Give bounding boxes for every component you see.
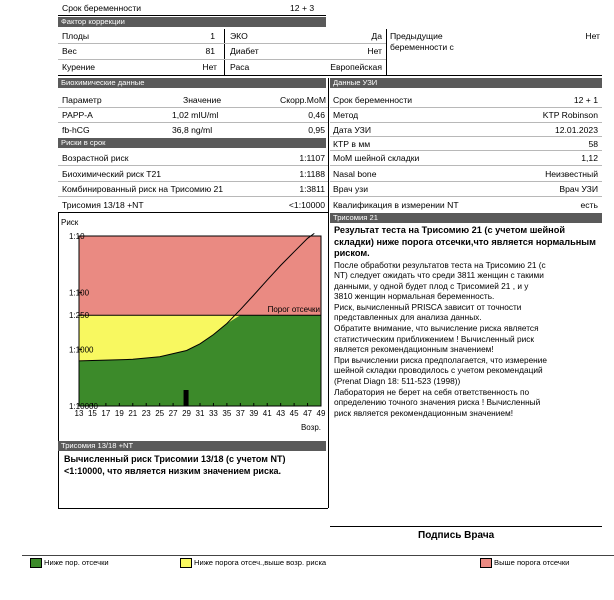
divider bbox=[58, 122, 328, 123]
usi-label: Врач узи bbox=[333, 184, 369, 194]
x-tick-label: 17 bbox=[101, 409, 111, 418]
divider bbox=[386, 29, 387, 75]
risk-label: Возрастной риск bbox=[62, 153, 129, 163]
legend-label-below: Ниже пор. отсечки bbox=[44, 558, 109, 567]
fetuses-value: 1 bbox=[210, 31, 215, 41]
diabetes-label: Диабет bbox=[230, 46, 259, 56]
x-tick-label: 15 bbox=[87, 409, 97, 418]
trisomy21-conclusion: Результат теста на Трисомию 21 (с учетом шейной складки) ниже порога отсечки,что является нормальным риском. bbox=[334, 225, 596, 258]
usi-label: КТР в мм bbox=[333, 139, 371, 149]
usi-value: 12.01.2023 bbox=[554, 125, 598, 135]
trisomy21-line: представленных для анализа данных. bbox=[334, 312, 482, 323]
divider bbox=[58, 212, 59, 508]
divider bbox=[330, 136, 602, 137]
biochem-mom: 0,46 bbox=[308, 110, 325, 120]
trisomy21-line: После обработки результатов теста на Трисомию 21 (с bbox=[334, 259, 546, 270]
divider bbox=[330, 181, 602, 182]
x-tick-label: 33 bbox=[208, 409, 218, 418]
usi-header: Данные УЗИ bbox=[330, 78, 602, 88]
fetuses-label: Плоды bbox=[62, 31, 90, 41]
legend-swatch-below bbox=[30, 558, 42, 568]
trisomy21-line: 3810 женщин нормальная беременность. bbox=[334, 291, 495, 302]
divider bbox=[330, 150, 602, 151]
x-tick-label: 23 bbox=[141, 409, 151, 418]
biochem-mom: 0,95 bbox=[308, 125, 325, 135]
y-tick-label: 1:250 bbox=[69, 311, 90, 321]
smoking-value: Нет bbox=[202, 62, 217, 72]
y-tick-label: 1:100 bbox=[69, 288, 90, 298]
trisomy21-explanation bbox=[334, 260, 599, 419]
prev-pregnancies-value: Нет bbox=[585, 31, 600, 41]
trisomy21-line: данными, у одной будет плод с Трисомией 21 , и у bbox=[334, 280, 529, 291]
x-tick-label: 45 bbox=[289, 409, 299, 418]
x-tick-label: 31 bbox=[195, 409, 205, 418]
usi-label: Метод bbox=[333, 110, 359, 120]
smoking-label: Курение bbox=[62, 62, 96, 72]
trisomy21-line: определению точного значения риска ! Вычисленный bbox=[334, 397, 541, 408]
divider bbox=[330, 165, 602, 166]
usi-label: Квалификация в измерении NT bbox=[333, 200, 459, 210]
biochem-param: fb-hCG bbox=[62, 125, 90, 135]
correction-header: Фактор коррекции bbox=[58, 17, 326, 27]
divider bbox=[58, 181, 328, 182]
trisomy21-line: Риск, вычисленный PRISCA зависит от точности bbox=[334, 301, 522, 312]
divider bbox=[328, 212, 329, 508]
biochem-header: Биохимические данные bbox=[58, 78, 326, 88]
divider bbox=[58, 196, 328, 197]
divider bbox=[58, 212, 328, 213]
x-tick-label: 35 bbox=[222, 409, 232, 418]
usi-value: KTP Robinson bbox=[542, 110, 598, 120]
usi-label: Срок беременности bbox=[333, 95, 413, 105]
usi-label: МоМ шейной складки bbox=[333, 153, 420, 163]
usi-value: 1,12 bbox=[581, 153, 598, 163]
trisomy21-line: Лаборатория не берет на себя ответственность по bbox=[334, 386, 530, 397]
divider bbox=[330, 107, 602, 108]
ivf-label: ЭКО bbox=[230, 31, 248, 41]
x-tick-label: 39 bbox=[249, 409, 259, 418]
x-tick-label: 49 bbox=[316, 409, 326, 418]
y-axis-title: Риск bbox=[61, 218, 79, 227]
legend-label-above: Выше порога отсечки bbox=[494, 558, 570, 567]
divider bbox=[330, 196, 602, 197]
x-tick-label: 21 bbox=[128, 409, 138, 418]
divider bbox=[328, 78, 329, 220]
divider bbox=[58, 508, 328, 509]
x-tick-label: 29 bbox=[182, 409, 192, 418]
x-tick-label: 25 bbox=[155, 409, 165, 418]
x-tick-label: 47 bbox=[303, 409, 313, 418]
risk-label: Комбинированный риск на Трисомию 21 bbox=[62, 184, 224, 194]
trisomy1318-header: Трисомия 13/18 +NT bbox=[58, 441, 326, 451]
trisomy21-line: Обратите внимание, что вычисление риска является bbox=[334, 323, 539, 334]
biochem-param: PAPP-A bbox=[62, 110, 93, 120]
biochem-value: 36,8 ng/ml bbox=[172, 125, 213, 135]
x-tick-label: 37 bbox=[235, 409, 245, 418]
x-tick-label: 27 bbox=[168, 409, 178, 418]
risk-label: Трисомия 13/18 +NT bbox=[62, 200, 144, 210]
doctor-signature: Подпись Врача bbox=[418, 530, 495, 541]
usi-value: есть bbox=[580, 200, 598, 210]
legend-swatch-above bbox=[480, 558, 492, 568]
trisomy21-line: NT) следует ожидать что среди 3811 женщин с такими bbox=[334, 270, 544, 281]
prev-pregnancies-label: Предыдущие беременности с bbox=[390, 31, 454, 52]
risk-label: Биохимический риск T21 bbox=[62, 169, 162, 179]
pregnancy-term-value: 12 + 3 bbox=[290, 3, 315, 13]
trisomy21-line: шейной складки проводилось с учетом рекомендаций bbox=[334, 365, 543, 376]
usi-value: 12 + 1 bbox=[573, 95, 598, 105]
usi-value: Неизвестный bbox=[545, 169, 598, 179]
divider bbox=[58, 165, 328, 166]
legend-swatch-between bbox=[180, 558, 192, 568]
trisomy1318-line2: <1:10000, что является низким значением риска. bbox=[64, 466, 281, 476]
x-tick-label: 43 bbox=[276, 409, 286, 418]
biochem-value: 1,02 mIU/ml bbox=[172, 110, 219, 120]
weight-value: 81 bbox=[205, 46, 215, 56]
divider bbox=[58, 75, 602, 76]
biochem-col-corr: Скорр.МоМ bbox=[280, 95, 326, 105]
race-label: Раса bbox=[230, 62, 250, 72]
usi-value: 58 bbox=[588, 139, 598, 149]
y-tick-label: 1:1000 bbox=[69, 345, 94, 355]
trisomy21-line: При вычислении риска предполагается, что измерение bbox=[334, 354, 548, 365]
pregnancy-term-label: Срок беременности bbox=[62, 3, 142, 13]
divider bbox=[58, 15, 326, 16]
x-tick-label: 41 bbox=[262, 409, 272, 418]
y-tick-label: 1:10 bbox=[69, 232, 85, 241]
usi-label: Дата УЗИ bbox=[333, 125, 372, 135]
divider bbox=[330, 122, 602, 123]
zone-above-cutoff bbox=[79, 236, 321, 315]
divider bbox=[58, 43, 386, 44]
usi-value: Врач УЗИ bbox=[559, 184, 598, 194]
trisomy21-line: статистическим приближением ! Вычисленный риск bbox=[334, 333, 535, 344]
risk-value: <1:10000 bbox=[288, 200, 325, 210]
trisomy21-text bbox=[334, 225, 599, 418]
divider bbox=[58, 59, 386, 60]
divider bbox=[58, 107, 328, 108]
y-tick-label: 1:10000 bbox=[69, 402, 98, 411]
signature-line bbox=[330, 526, 602, 527]
risk-chart bbox=[58, 214, 328, 440]
usi-label: Nasal bone bbox=[333, 169, 377, 179]
risk-value: 1:3811 bbox=[299, 184, 325, 194]
x-tick-label: 19 bbox=[114, 409, 124, 418]
biochem-col-param: Параметр bbox=[62, 95, 102, 105]
trisomy21-line: является рекомендационным значением! bbox=[334, 344, 494, 355]
risk-value: 1:1188 bbox=[299, 169, 325, 179]
risks-header: Риски в срок bbox=[58, 138, 326, 148]
diabetes-value: Нет bbox=[367, 46, 382, 56]
cutoff-label: Порог отсечки bbox=[267, 305, 320, 315]
trisomy1318-line1: Вычисленный риск Трисомии 13/18 (с учетом NT) bbox=[64, 454, 286, 464]
risk-value: 1:1107 bbox=[299, 153, 325, 163]
divider bbox=[224, 29, 225, 75]
trisomy21-line: (Prenat Diagn 18: 511-523 (1998)) bbox=[334, 376, 461, 387]
divider bbox=[22, 555, 614, 556]
x-axis-title: Возр. bbox=[300, 423, 321, 432]
weight-label: Вес bbox=[62, 46, 77, 56]
trisomy21-header: Трисомия 21 bbox=[330, 213, 602, 223]
x-tick-label: 13 bbox=[74, 409, 84, 418]
race-value: Европейская bbox=[330, 62, 382, 72]
trisomy21-line: риск является рекомендационным значением! bbox=[334, 407, 514, 418]
biochem-col-value: Значение bbox=[183, 95, 222, 105]
legend-label-between: Ниже порога отсеч.,выше возр. риска bbox=[194, 558, 327, 567]
ivf-value: Да bbox=[371, 31, 382, 41]
